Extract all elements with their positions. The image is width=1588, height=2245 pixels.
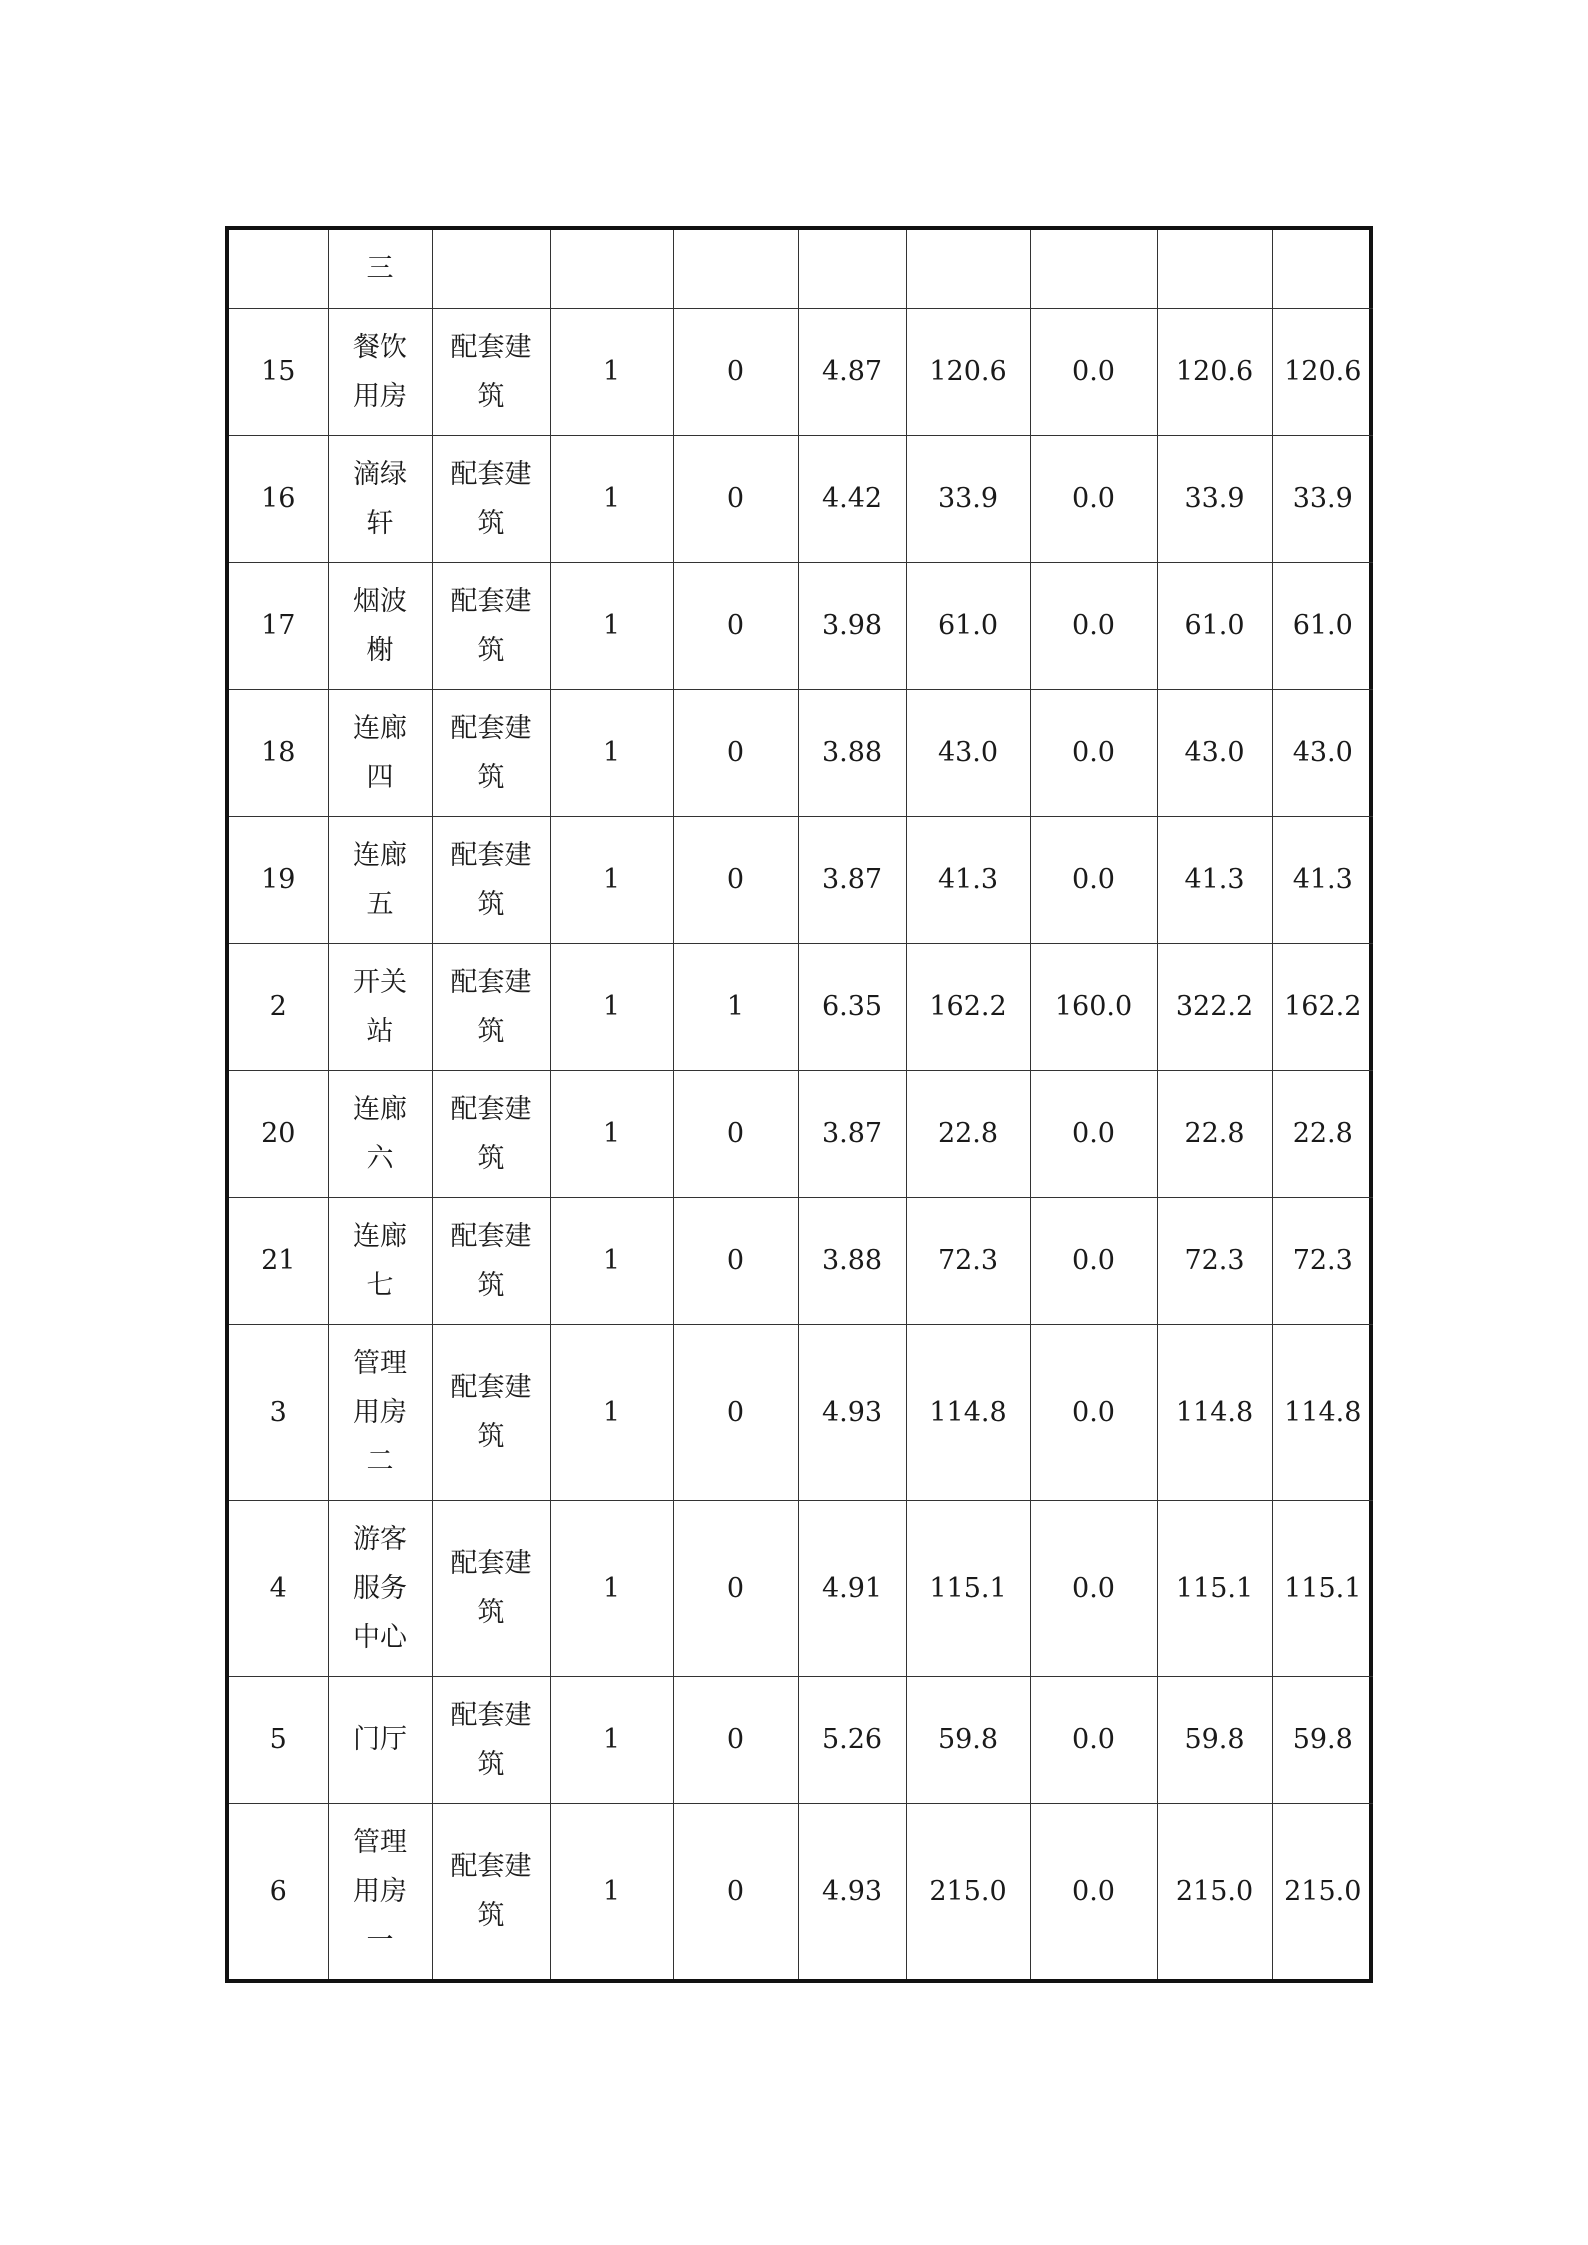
building-name-cell — [328, 230, 432, 308]
building-name: 连廊六 — [353, 1093, 407, 1174]
value-cell-1: 1 — [550, 689, 673, 816]
value-cell-4: 115.1 — [906, 1500, 1030, 1676]
value-cell-1: 1 — [550, 1324, 673, 1500]
building-name-cell — [328, 562, 432, 689]
value-cell-5: 0.0 — [1030, 1324, 1157, 1500]
value-cell-7: 41.3 — [1272, 816, 1373, 943]
value-cell-5 — [1030, 230, 1157, 308]
value-cell-3: 3.87 — [798, 816, 906, 943]
value-cell-3: 3.87 — [798, 1070, 906, 1197]
building-type: 配套建筑 — [450, 1093, 532, 1174]
value-cell-5: 0.0 — [1030, 1676, 1157, 1803]
building-type-cell — [432, 230, 550, 308]
value-cell-4: 72.3 — [906, 1197, 1030, 1324]
building-type-cell — [432, 1500, 550, 1676]
building-type-cell — [432, 689, 550, 816]
table-row — [229, 689, 1373, 816]
value-cell-4: 61.0 — [906, 562, 1030, 689]
building-name-cell — [328, 1197, 432, 1324]
value-cell-4: 59.8 — [906, 1676, 1030, 1803]
building-table — [229, 230, 1373, 1979]
value-cell-2: 0 — [673, 816, 798, 943]
value-cell-7: 61.0 — [1272, 562, 1373, 689]
building-name-cell — [328, 1803, 432, 1979]
building-name: 连廊七 — [353, 1220, 407, 1301]
row-id-cell: 6 — [229, 1803, 328, 1979]
table-row — [229, 435, 1373, 562]
value-cell-1: 1 — [550, 943, 673, 1070]
value-cell-7: 114.8 — [1272, 1324, 1373, 1500]
table-row — [229, 230, 1373, 308]
value-cell-4: 215.0 — [906, 1803, 1030, 1979]
value-cell-1: 1 — [550, 1803, 673, 1979]
value-cell-1: 1 — [550, 1070, 673, 1197]
building-name-cell — [328, 308, 432, 435]
building-name-cell — [328, 1070, 432, 1197]
building-name: 三 — [366, 253, 394, 285]
building-type: 配套建筑 — [450, 839, 532, 920]
value-cell-3: 3.88 — [798, 1197, 906, 1324]
building-type: 配套建筑 — [450, 585, 532, 666]
value-cell-2: 0 — [673, 1324, 798, 1500]
value-cell-6 — [1157, 230, 1272, 308]
building-name: 烟波榭 — [353, 585, 407, 666]
building-type: 配套建筑 — [450, 1851, 532, 1932]
building-type-cell — [432, 1676, 550, 1803]
row-id-cell: 19 — [229, 816, 328, 943]
value-cell-5: 0.0 — [1030, 1070, 1157, 1197]
value-cell-2: 0 — [673, 562, 798, 689]
value-cell-6: 120.6 — [1157, 308, 1272, 435]
value-cell-7: 120.6 — [1272, 308, 1373, 435]
building-name: 连廊四 — [353, 712, 407, 793]
value-cell-4: 33.9 — [906, 435, 1030, 562]
value-cell-6: 41.3 — [1157, 816, 1272, 943]
value-cell-6: 33.9 — [1157, 435, 1272, 562]
value-cell-4: 22.8 — [906, 1070, 1030, 1197]
value-cell-3: 4.42 — [798, 435, 906, 562]
value-cell-7 — [1272, 230, 1373, 308]
table-row — [229, 1676, 1373, 1803]
value-cell-5: 0.0 — [1030, 435, 1157, 562]
value-cell-3: 4.93 — [798, 1324, 906, 1500]
building-name: 管理用房二 — [353, 1347, 407, 1477]
value-cell-4: 120.6 — [906, 308, 1030, 435]
building-type: 配套建筑 — [450, 1548, 532, 1628]
value-cell-7: 215.0 — [1272, 1803, 1373, 1979]
value-cell-6: 114.8 — [1157, 1324, 1272, 1500]
table-row — [229, 562, 1373, 689]
value-cell-2 — [673, 230, 798, 308]
row-id-cell: 15 — [229, 308, 328, 435]
building-name: 管理用房一 — [353, 1826, 407, 1956]
building-type: 配套建筑 — [450, 458, 532, 539]
value-cell-5: 0.0 — [1030, 562, 1157, 689]
value-cell-2: 0 — [673, 1676, 798, 1803]
value-cell-3 — [798, 230, 906, 308]
table-row — [229, 1324, 1373, 1500]
value-cell-3: 6.35 — [798, 943, 906, 1070]
building-type-cell — [432, 943, 550, 1070]
table-row — [229, 1197, 1373, 1324]
value-cell-6: 322.2 — [1157, 943, 1272, 1070]
building-type-cell — [432, 435, 550, 562]
row-id-cell: 21 — [229, 1197, 328, 1324]
value-cell-2: 0 — [673, 1197, 798, 1324]
value-cell-6: 43.0 — [1157, 689, 1272, 816]
building-table-container — [225, 226, 1373, 1983]
building-type: 配套建筑 — [450, 1372, 532, 1452]
value-cell-5: 0.0 — [1030, 816, 1157, 943]
row-id-cell: 20 — [229, 1070, 328, 1197]
value-cell-4: 41.3 — [906, 816, 1030, 943]
row-id-cell: 18 — [229, 689, 328, 816]
value-cell-2: 0 — [673, 1500, 798, 1676]
row-id-cell: 17 — [229, 562, 328, 689]
table-row — [229, 308, 1373, 435]
building-type-cell — [432, 1197, 550, 1324]
value-cell-1: 1 — [550, 435, 673, 562]
value-cell-7: 115.1 — [1272, 1500, 1373, 1676]
value-cell-5: 0.0 — [1030, 1803, 1157, 1979]
building-name-cell — [328, 816, 432, 943]
building-name: 游客服务中心 — [353, 1523, 407, 1653]
building-name: 开关站 — [353, 966, 407, 1047]
value-cell-5: 0.0 — [1030, 308, 1157, 435]
building-type-cell — [432, 816, 550, 943]
building-type-cell — [432, 308, 550, 435]
value-cell-3: 5.26 — [798, 1676, 906, 1803]
value-cell-3: 3.98 — [798, 562, 906, 689]
table-row — [229, 816, 1373, 943]
value-cell-6: 215.0 — [1157, 1803, 1272, 1979]
building-type: 配套建筑 — [450, 712, 532, 793]
value-cell-7: 59.8 — [1272, 1676, 1373, 1803]
building-name-cell — [328, 943, 432, 1070]
building-type-cell — [432, 1803, 550, 1979]
table-row — [229, 1070, 1373, 1197]
building-type: 配套建筑 — [450, 1220, 532, 1301]
value-cell-6: 59.8 — [1157, 1676, 1272, 1803]
value-cell-1: 1 — [550, 1676, 673, 1803]
value-cell-4 — [906, 230, 1030, 308]
table-row — [229, 1803, 1373, 1979]
value-cell-6: 22.8 — [1157, 1070, 1272, 1197]
value-cell-6: 61.0 — [1157, 562, 1272, 689]
value-cell-2: 0 — [673, 689, 798, 816]
value-cell-3: 4.91 — [798, 1500, 906, 1676]
value-cell-6: 115.1 — [1157, 1500, 1272, 1676]
building-name-cell — [328, 689, 432, 816]
row-id-cell: 4 — [229, 1500, 328, 1676]
value-cell-3: 4.93 — [798, 1803, 906, 1979]
value-cell-4: 162.2 — [906, 943, 1030, 1070]
value-cell-2: 0 — [673, 1070, 798, 1197]
value-cell-2: 1 — [673, 943, 798, 1070]
value-cell-1: 1 — [550, 1197, 673, 1324]
value-cell-2: 0 — [673, 308, 798, 435]
building-type: 配套建筑 — [450, 1699, 532, 1780]
value-cell-4: 114.8 — [906, 1324, 1030, 1500]
table-row — [229, 943, 1373, 1070]
value-cell-7: 22.8 — [1272, 1070, 1373, 1197]
building-name-cell — [328, 1676, 432, 1803]
building-name: 门厅 — [353, 1724, 407, 1755]
building-type-cell — [432, 1070, 550, 1197]
value-cell-3: 4.87 — [798, 308, 906, 435]
building-name-cell — [328, 435, 432, 562]
building-type-cell — [432, 562, 550, 689]
building-name-cell — [328, 1500, 432, 1676]
value-cell-2: 0 — [673, 1803, 798, 1979]
row-id-cell: 5 — [229, 1676, 328, 1803]
row-id-cell: 16 — [229, 435, 328, 562]
building-type: 配套建筑 — [450, 966, 532, 1047]
value-cell-6: 72.3 — [1157, 1197, 1272, 1324]
row-id-cell — [229, 230, 328, 308]
building-name: 餐饮用房 — [353, 331, 407, 412]
value-cell-3: 3.88 — [798, 689, 906, 816]
value-cell-5: 0.0 — [1030, 1500, 1157, 1676]
value-cell-1: 1 — [550, 308, 673, 435]
value-cell-7: 162.2 — [1272, 943, 1373, 1070]
value-cell-2: 0 — [673, 435, 798, 562]
value-cell-1 — [550, 230, 673, 308]
value-cell-5: 160.0 — [1030, 943, 1157, 1070]
table-row — [229, 1500, 1373, 1676]
value-cell-7: 43.0 — [1272, 689, 1373, 816]
value-cell-7: 33.9 — [1272, 435, 1373, 562]
building-name-cell — [328, 1324, 432, 1500]
value-cell-7: 72.3 — [1272, 1197, 1373, 1324]
building-type: 配套建筑 — [450, 331, 532, 412]
value-cell-4: 43.0 — [906, 689, 1030, 816]
value-cell-1: 1 — [550, 816, 673, 943]
value-cell-5: 0.0 — [1030, 689, 1157, 816]
building-type-cell — [432, 1324, 550, 1500]
building-name: 连廊五 — [353, 839, 407, 920]
building-name: 滴绿轩 — [353, 458, 407, 539]
row-id-cell: 3 — [229, 1324, 328, 1500]
value-cell-1: 1 — [550, 562, 673, 689]
value-cell-1: 1 — [550, 1500, 673, 1676]
row-id-cell: 2 — [229, 943, 328, 1070]
value-cell-5: 0.0 — [1030, 1197, 1157, 1324]
